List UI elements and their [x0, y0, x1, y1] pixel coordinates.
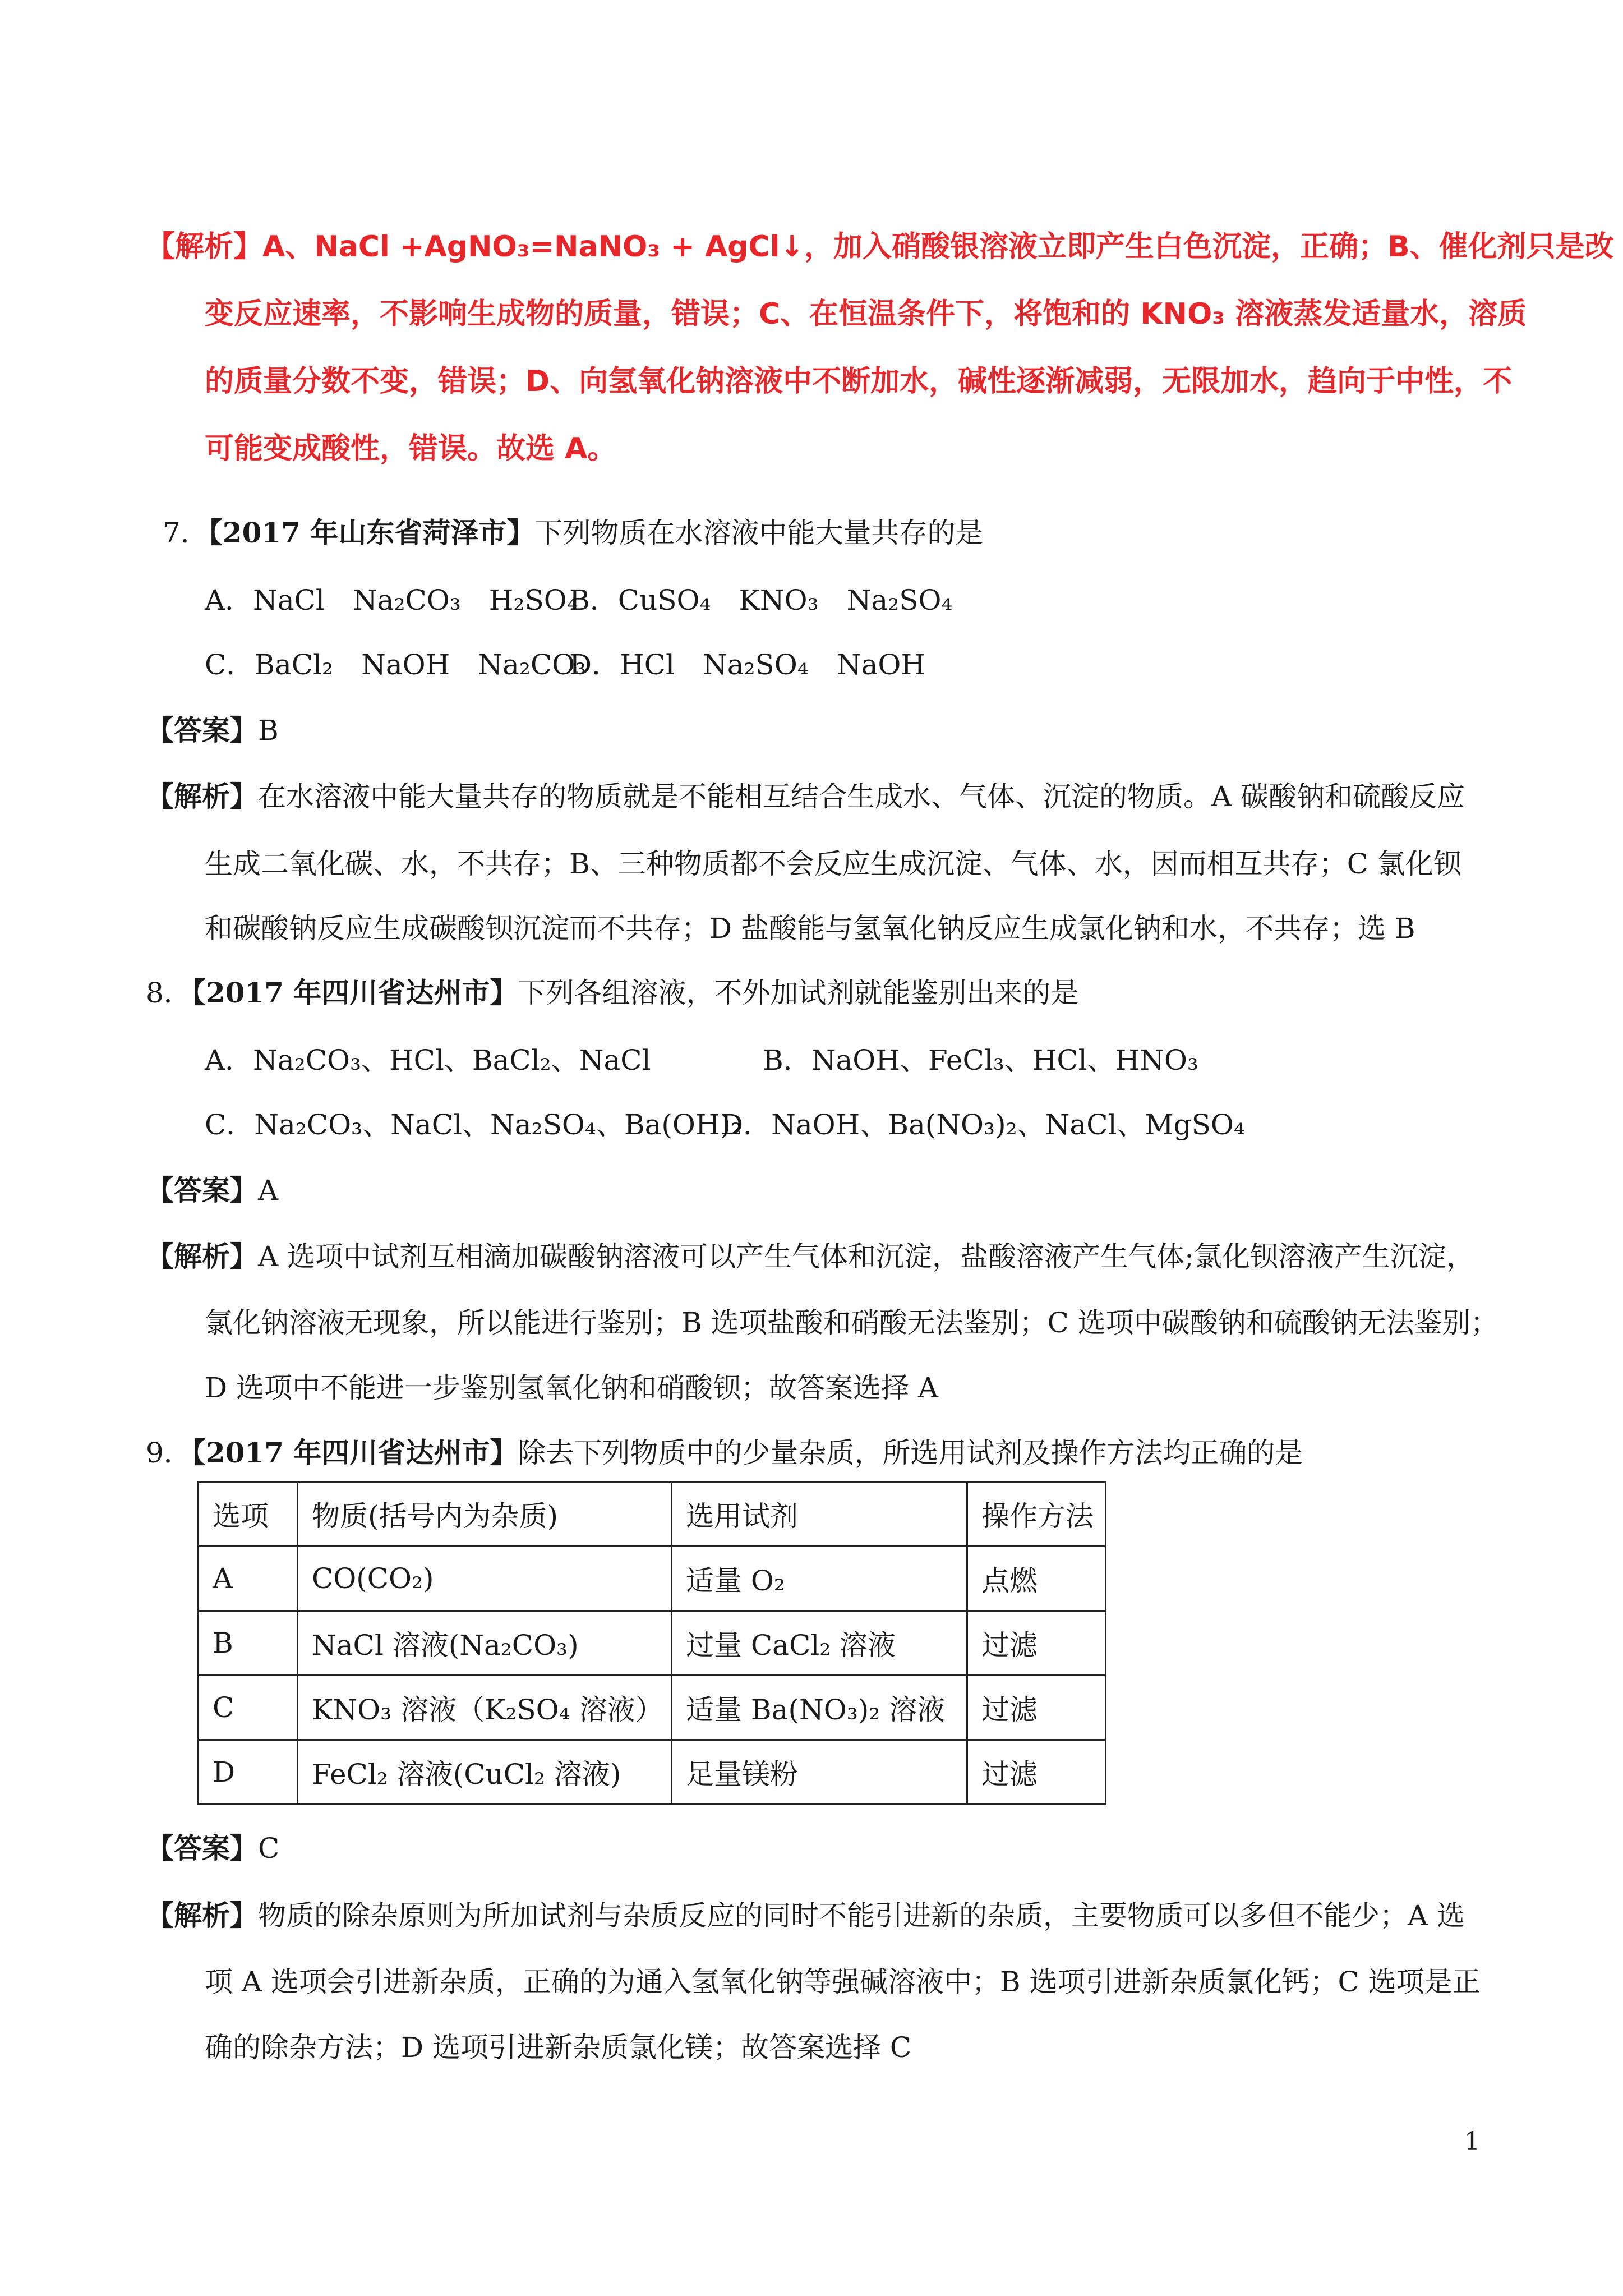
table-cell: FeCl₂ 溶液(CuCl₂ 溶液) — [298, 1740, 672, 1805]
table-row — [199, 1740, 1106, 1805]
question-7-analysis-line-2: 生成二氧化碳、水，不共存；B、三种物质都不会反应生成沉淀、气体、水，因而相互共存；C 氯化钡 — [205, 848, 1461, 880]
table-row — [199, 1676, 1106, 1740]
table-header-cell: 选项 — [199, 1482, 298, 1547]
analysis-label: 【解析】 — [146, 1240, 258, 1273]
question-7-answer — [146, 714, 279, 747]
question-8-option-b: B．NaOH、FeCl₃、HCl、HNO₃ — [763, 1044, 1198, 1076]
question-number: 7． — [163, 517, 209, 549]
table-cell: A — [199, 1547, 298, 1611]
question-7-analysis-line-3: 和碳酸钠反应生成碳酸钡沉淀而不共存；D 盐酸能与氢氧化钠反应生成氯化钠和水，不共存；选 B — [205, 912, 1415, 945]
question-8-option-d: D．NaOH、Ba(NO₃)₂、NaCl、MgSO₄ — [721, 1108, 1245, 1141]
table-cell: 点燃 — [967, 1547, 1106, 1611]
question-number: 8． — [146, 977, 192, 1009]
table-row — [199, 1547, 1106, 1611]
table-header-cell: 操作方法 — [967, 1482, 1106, 1547]
answer-value: B — [258, 714, 279, 747]
analysis-label: 【解析】 — [146, 780, 258, 813]
question-8-option-c: C．Na₂CO₃、NaCl、Na₂SO₄、Ba(OH)₂ — [205, 1108, 743, 1141]
analysis-6-line-1: 【解析】A、NaCl +AgNO₃=NaNO₃ + AgCl↓，加入硝酸银溶液立即产生白色沉淀，正确；B、催化剂只是改 — [146, 230, 1614, 264]
table-cell: CO(CO₂) — [298, 1547, 672, 1611]
analysis-6-line-2: 变反应速率，不影响生成物的质量，错误；C、在恒温条件下，将饱和的 KNO₃ 溶液蒸发适量水，溶质 — [205, 297, 1527, 331]
table-cell: 足量镁粉 — [672, 1740, 967, 1805]
question-9-answer — [146, 1832, 279, 1865]
table-header-row — [199, 1482, 1106, 1547]
question-7-option-a: A．NaCl Na₂CO₃ H₂SO₄ — [205, 584, 578, 616]
answer-label: 【答案】 — [146, 1832, 258, 1865]
table-header-cell: 选用试剂 — [672, 1482, 967, 1547]
question-number: 9． — [146, 1437, 192, 1469]
analysis-text: A 选项中试剂互相滴加碳酸钠溶液可以产生气体和沉淀，盐酸溶液产生气体;氯化钡溶液产生沉淀， — [258, 1240, 1474, 1273]
analysis-6-line-3: 的质量分数不变，错误；D、向氢氧化钠溶液中不断加水，碱性逐渐减弱，无限加水，趋向于中性，不 — [205, 365, 1513, 398]
table-cell: KNO₃ 溶液（K₂SO₄ 溶液） — [298, 1676, 672, 1740]
question-7-header — [163, 516, 983, 550]
question-9-header — [146, 1436, 1303, 1470]
options-table — [197, 1481, 1106, 1805]
question-stem: 除去下列物质中的少量杂质，所选用试剂及操作方法均正确的是 — [518, 1437, 1303, 1469]
analysis-text: 在水溶液中能大量共存的物质就是不能相互结合生成水、气体、沉淀的物质。A 碳酸钠和硫酸反应 — [258, 780, 1465, 813]
question-8-analysis-line-1 — [146, 1240, 1474, 1273]
question-source: 【2017 年四川省达州市】 — [191, 976, 518, 1009]
answer-value: A — [258, 1174, 279, 1207]
table-cell: 过滤 — [967, 1611, 1106, 1676]
answer-label: 【答案】 — [146, 714, 258, 747]
table-cell: 适量 Ba(NO₃)₂ 溶液 — [672, 1676, 967, 1740]
question-7-analysis-line-1 — [146, 780, 1465, 813]
table-header-cell: 物质(括号内为杂质) — [298, 1482, 672, 1547]
table-row — [199, 1611, 1106, 1676]
question-7-option-c: C．BaCl₂ NaOH Na₂CO₃ — [205, 648, 587, 681]
question-8-analysis-line-3: D 选项中不能进一步鉴别氢氧化钠和硝酸钡；故答案选择 A — [205, 1372, 938, 1404]
question-source: 【2017 年四川省达州市】 — [191, 1436, 518, 1469]
question-stem: 下列物质在水溶液中能大量共存的是 — [534, 517, 984, 549]
question-source: 【2017 年山东省菏泽市】 — [208, 516, 535, 549]
answer-label: 【答案】 — [146, 1174, 258, 1207]
table-cell: 过量 CaCl₂ 溶液 — [672, 1611, 967, 1676]
question-7-option-b: B．CuSO₄ KNO₃ Na₂SO₄ — [569, 584, 953, 616]
question-9-analysis-line-1 — [146, 1899, 1465, 1932]
question-8-answer — [146, 1174, 278, 1207]
question-7-option-d: D．HCl Na₂SO₄ NaOH — [569, 648, 925, 681]
table-cell: C — [199, 1676, 298, 1740]
table-cell: B — [199, 1611, 298, 1676]
question-8-header — [146, 976, 1078, 1010]
table-cell: D — [199, 1740, 298, 1805]
question-9-analysis-line-2: 项 A 选项会引进新杂质，正确的为通入氢氧化钠等强碱溶液中；B 选项引进新杂质氯化钙；C 选项是正 — [205, 1966, 1481, 1998]
table-cell: 适量 O₂ — [672, 1547, 967, 1611]
answer-value: C — [258, 1832, 280, 1865]
analysis-text: 物质的除杂原则为所加试剂与杂质反应的同时不能引进新的杂质，主要物质可以多但不能少；A 选 — [258, 1899, 1465, 1932]
question-9-analysis-line-3: 确的除杂方法；D 选项引进新杂质氯化镁；故答案选择 C — [205, 2031, 912, 2064]
page-number: 1 — [1464, 2127, 1480, 2156]
table-cell: 过滤 — [967, 1676, 1106, 1740]
analysis-label: 【解析】 — [146, 1899, 258, 1932]
question-8-option-a: A．Na₂CO₃、HCl、BaCl₂、NaCl — [205, 1044, 651, 1076]
table-cell: 过滤 — [967, 1740, 1106, 1805]
question-stem: 下列各组溶液，不外加试剂就能鉴别出来的是 — [518, 977, 1079, 1009]
analysis-6-line-4: 可能变成酸性，错误。故选 A。 — [205, 432, 617, 466]
question-8-analysis-line-2: 氯化钠溶液无现象，所以能进行鉴别；B 选项盐酸和硝酸无法鉴别；C 选项中碳酸钠和硫酸钠无法鉴别； — [205, 1306, 1498, 1339]
table-cell: NaCl 溶液(Na₂CO₃) — [298, 1611, 672, 1676]
